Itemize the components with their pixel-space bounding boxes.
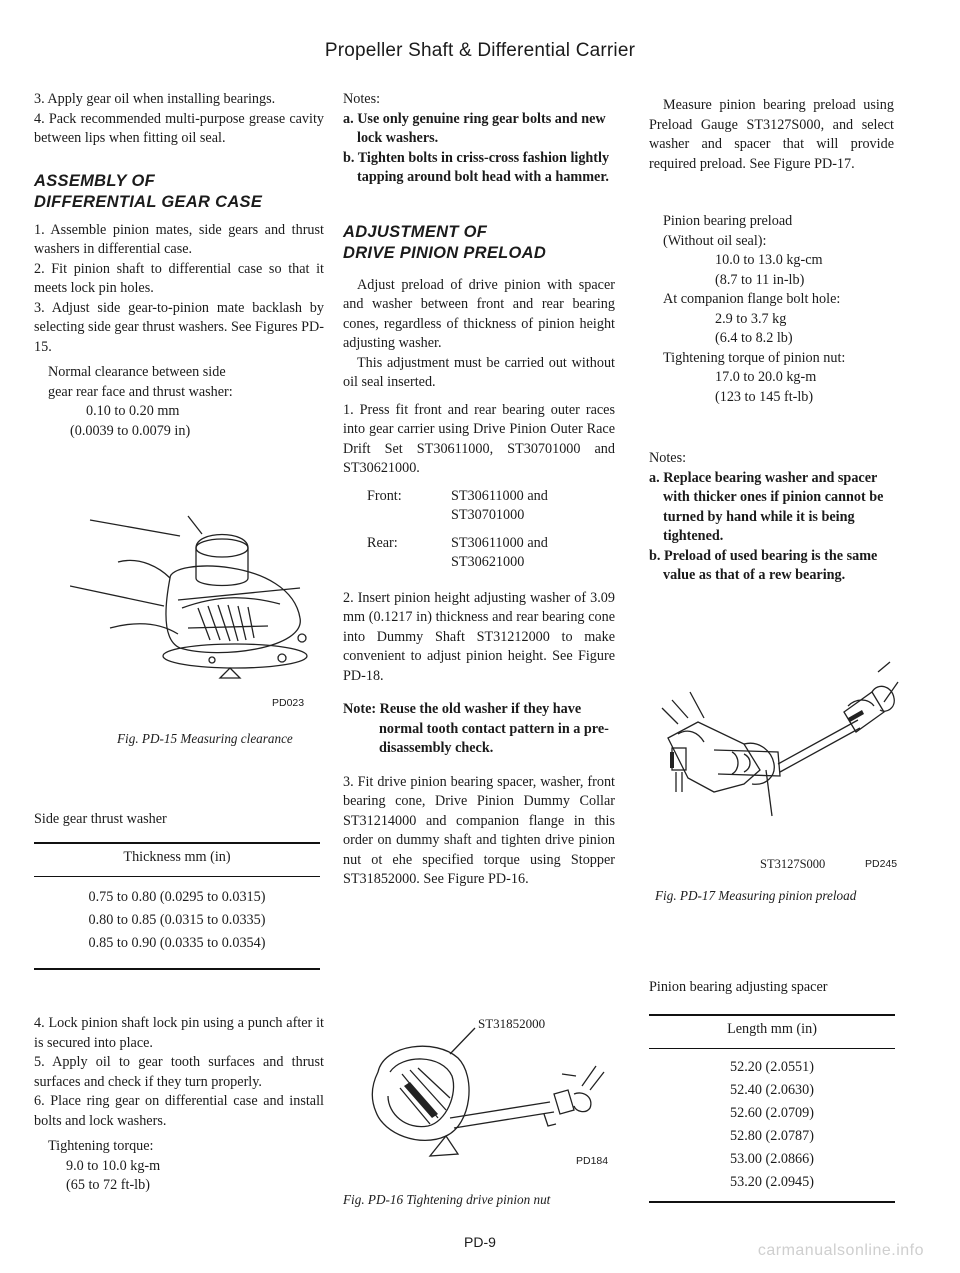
adjust-step-3: 3. Fit drive pinion bearing spacer, washer, front bearing cone, Drive Pinion Dummy Collar ST31214000 and companion flange in this order on dummy shaft and tighten drive pinion nut ot ehe specified torque using Stopper ST31852000. See Figure PD-16. [343, 773, 615, 887]
assembly-step-4: 4. Lock pinion shaft lock pin using a punch after it is secured into place. [34, 1015, 324, 1051]
heading-line-1: ASSEMBLY OF [34, 171, 155, 190]
nut-torque-label: Tightening torque of pinion nut: [663, 349, 846, 366]
drive-pinion-nut-illustration [350, 1014, 612, 1164]
adjustment-intro: Adjust preload of drive pinion with spacer and washer between front and rear bearing cones, regardless of thickness of pinion height adjusting washer. [343, 276, 615, 351]
preload-label-2: (Without oil seal): [663, 232, 767, 249]
fig-pd15-tag: PD023 [272, 697, 305, 709]
column-left-bottom [34, 1014, 324, 1196]
assembly-step-1: 1. Assemble pinion mates, side gears and thrust washers in differential case. [34, 221, 324, 257]
length-column-header: Length mm (in) [727, 1021, 817, 1037]
spacer-table-title: Pinion bearing adjusting spacer [649, 979, 828, 995]
torque-spec [34, 1137, 324, 1196]
page-number: PD-9 [464, 1234, 496, 1250]
front-value-1: ST30611000 and [451, 487, 548, 504]
notes-title: Notes: [649, 450, 687, 466]
differential-case-illustration [70, 508, 320, 683]
table-bottom-rule [34, 968, 320, 970]
table-row: 52.20 (2.0551) [730, 1059, 814, 1075]
note-a: a. Use only genuine ring gear bolts and new lock washers. [343, 110, 606, 146]
column-left [34, 90, 324, 441]
clearance-value-mm: 0.10 to 0.20 mm [86, 403, 180, 419]
preload-spec [649, 212, 894, 407]
torque-label: Tightening torque: [48, 1138, 154, 1154]
fig-pd17-tag: PD245 [865, 858, 898, 870]
clearance-label-2: gear rear face and thrust washer: [48, 383, 233, 400]
heading-line-2: DIFFERENTIAL GEAR CASE [34, 192, 263, 211]
table-row: 52.60 (2.0709) [730, 1105, 814, 1121]
fig-pd17-caption: Fig. PD-17 Measuring pinion preload [655, 888, 857, 903]
notes-title: Notes: [343, 91, 381, 107]
table-row: 0.80 to 0.85 (0.0315 to 0.0335) [88, 912, 266, 928]
preload-value-inlb: (8.7 to 11 in-lb) [715, 271, 805, 288]
flange-value-lb: (6.4 to 8.2 lb) [715, 330, 793, 346]
adjust-step-1: 1. Press fit front and rear bearing outer races into gear carrier using Drive Pinion Outer Race Drift Set ST30611000, ST30701000 and ST30621000. [343, 401, 615, 476]
watermark: carmanualsonline.info [757, 1242, 924, 1259]
column-middle [343, 90, 615, 890]
table-row: 0.75 to 0.80 (0.0295 to 0.0315) [88, 889, 266, 905]
flange-label: At companion flange bolt hole: [663, 291, 841, 307]
preload-value-kgcm: 10.0 to 13.0 kg-cm [715, 252, 823, 268]
table-row: 52.80 (2.0787) [730, 1128, 814, 1144]
table-top-rule [34, 842, 320, 844]
table-header-rule [34, 876, 320, 877]
nut-torque-ftlb: (123 to 145 ft-lb) [715, 388, 814, 405]
note-b: b. Tighten bolts in criss-cross fashion lightly tapping around bolt head with a hammer. [343, 149, 610, 185]
stopper-tool-label: ST31852000 [478, 1016, 546, 1031]
note-b: b. Preload of used bearing is the same value as that of a rew bearing. [649, 547, 878, 583]
torque-value-ftlb: (65 to 72 ft-lb) [66, 1177, 150, 1193]
rear-label: Rear: [367, 534, 398, 551]
table-bottom-rule [649, 1201, 895, 1203]
assembly-step-5: 5. Apply oil to gear tooth surfaces and thrust surfaces and check if they turn properly. [34, 1054, 324, 1090]
preload-label-1: Pinion bearing preload [663, 213, 793, 229]
rear-values [451, 534, 548, 573]
section-heading-assembly [34, 171, 324, 213]
column-right [649, 96, 894, 586]
table-row: 52.40 (2.0630) [730, 1082, 814, 1098]
page-header: Propeller Shaft & Differential Carrier [324, 40, 636, 61]
thickness-column-header: Thickness mm (in) [123, 849, 231, 865]
fig-pd16-tag: PD184 [576, 1155, 609, 1167]
step-4-text: 4. Pack recommended multi-purpose grease cavity between lips when fitting oil seal. [34, 110, 324, 146]
front-label: Front: [367, 487, 402, 504]
heading-line-1: ADJUSTMENT OF [343, 222, 488, 241]
rear-drift-spec [343, 534, 615, 573]
note-a: a. Replace bearing washer and spacer with thicker ones if pinion cannot be turned by hand while it is being tightened. [649, 469, 884, 544]
table-header-rule [649, 1048, 895, 1049]
table-row: 53.00 (2.0866) [730, 1151, 814, 1167]
measure-preload-text: Measure pinion bearing preload using Preload Gauge ST3127S000, and select washer and spacer that will provide required preload. See Figure PD-17. [649, 97, 894, 172]
flange-value-kg: 2.9 to 3.7 kg [715, 310, 787, 327]
clearance-value-in: (0.0039 to 0.0079 in) [70, 422, 191, 439]
rear-value-1: ST30611000 and [451, 534, 548, 551]
nut-torque-kgm: 17.0 to 20.0 kg-m [715, 369, 817, 385]
front-values [451, 487, 548, 526]
clearance-spec [34, 363, 324, 441]
section-heading-adjustment [343, 222, 615, 264]
clearance-label-1: Normal clearance between side [48, 364, 226, 380]
thickness-list [34, 886, 320, 955]
rear-value-2: ST30621000 [451, 554, 525, 570]
note-reuse-washer: Note: Reuse the old washer if they have normal tooth contact pattern in a pre-disassembly check. [343, 701, 609, 756]
table-top-rule [649, 1014, 895, 1016]
front-drift-spec [343, 487, 615, 526]
spacer-length-list [649, 1056, 895, 1194]
torque-value-kgm: 9.0 to 10.0 kg-m [66, 1157, 161, 1174]
fig-pd15-caption: Fig. PD-15 Measuring clearance [117, 731, 293, 746]
preload-gauge-label: ST3127S000 [760, 857, 826, 871]
assembly-step-3: 3. Adjust side gear-to-pinion mate backlash by selecting side gear thrust washers. See Figures PD-15. [34, 299, 324, 355]
assembly-step-2: 2. Fit pinion shaft to differential case so that it meets lock pin holes. [34, 260, 324, 296]
heading-line-2: DRIVE PINION PRELOAD [343, 243, 547, 262]
front-value-2: ST30701000 [451, 507, 525, 523]
step-3-text: 3. Apply gear oil when installing bearings. [34, 91, 276, 107]
thrust-washer-table-title: Side gear thrust washer [34, 811, 167, 827]
adjustment-intro-2: This adjustment must be carried out without oil seal inserted. [343, 354, 615, 390]
fig-pd16-caption: Fig. PD-16 Tightening drive pinion nut [343, 1192, 551, 1207]
table-row: 53.20 (2.0945) [730, 1174, 814, 1190]
assembly-step-6: 6. Place ring gear on differential case and install bolts and lock washers. [34, 1093, 324, 1129]
adjust-step-2: 2. Insert pinion height adjusting washer of 3.09 mm (0.1217 in) thickness and rear bearing cone into Dummy Shaft ST31212000 to make convenient to adjust pinion height. See Figure PD-18. [343, 589, 615, 684]
preload-gauge-illustration [648, 652, 900, 857]
table-row: 0.85 to 0.90 (0.0335 to 0.0354) [88, 935, 266, 951]
